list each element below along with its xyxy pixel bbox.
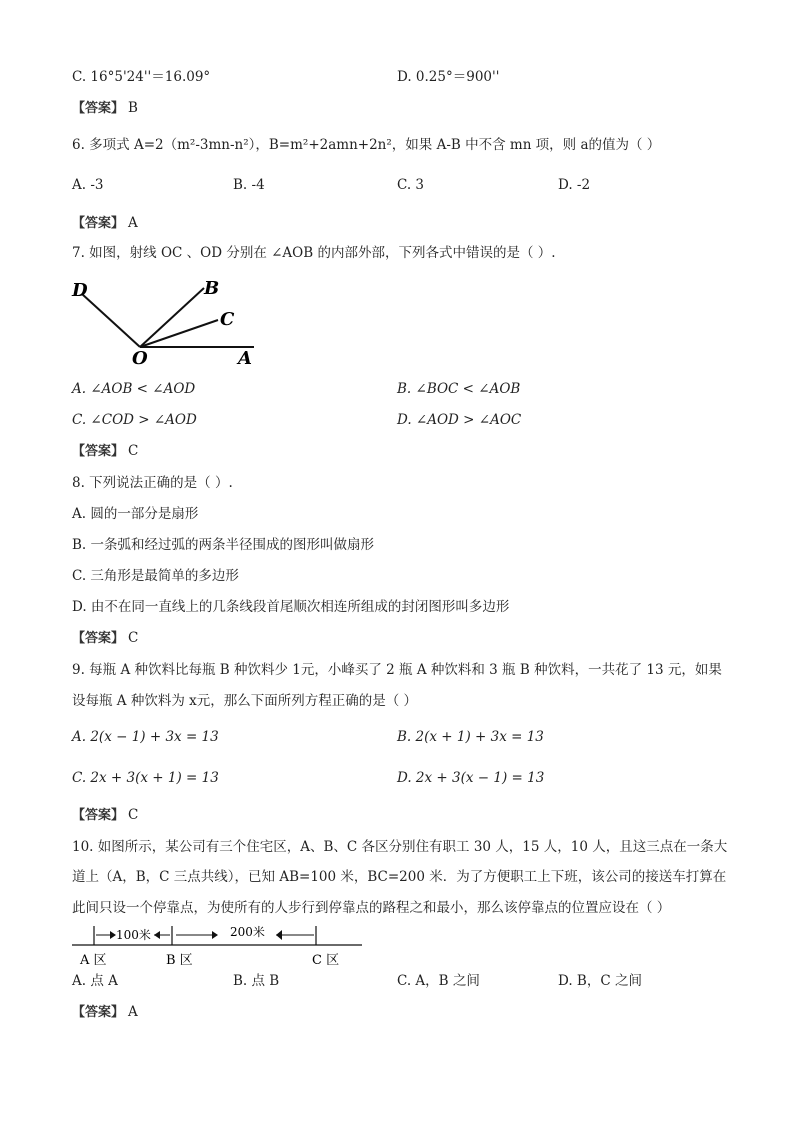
- answer-value: C: [128, 807, 139, 823]
- q5-option-d: D. 0.25°＝900'': [397, 69, 500, 85]
- answer-value: A: [128, 1004, 138, 1020]
- q8-option-a: A. 圆的一部分是扇形: [72, 506, 199, 522]
- q8-option-d: D. 由不在同一直线上的几条线段首尾顺次相连所组成的封闭图形叫多边形: [72, 599, 510, 615]
- arrowhead-ab-right: [154, 931, 160, 939]
- q7-answer: [72, 442, 138, 461]
- answer-tag: 【答案】: [72, 101, 125, 116]
- q7-option-a: A. ∠AOB < ∠AOD: [72, 381, 196, 397]
- q6-option-a: A. -3: [72, 177, 104, 193]
- q10-stem-line-3: 此间只设一个停靠点，为使所有的人步行到停靠点的路程之和最小，那么该停靠点的位置应设在（ ）: [72, 900, 671, 916]
- q10-stem-line-1: 10. 如图所示，某公司有三个住宅区，A、B、C 各区分别住有职工 30 人，15 人，10 人，且这三点在一条大: [72, 839, 728, 855]
- q7-stem: 7. 如图，射线 OC 、OD 分别在 ∠AOB 的内部外部，下列各式中错误的是（ ）.: [72, 245, 556, 261]
- label-zone-b: B 区: [166, 953, 193, 968]
- q9-option-b: B. 2(x + 1) + 3x = 13: [397, 729, 544, 745]
- q8-option-c: C. 三角形是最简单的多边形: [72, 568, 239, 584]
- label-zone-a: A 区: [80, 953, 107, 968]
- q8-answer: [72, 629, 138, 648]
- label-d: D: [72, 280, 88, 301]
- ray-od: [82, 294, 140, 347]
- label-bc: 200米: [230, 925, 265, 939]
- answer-tag: 【答案】: [72, 808, 125, 823]
- q10-option-b: B. 点 B: [233, 973, 280, 989]
- q7-option-b: B. ∠BOC < ∠AOB: [397, 381, 521, 397]
- q6-option-c: C. 3: [397, 177, 425, 193]
- q9-stem-line-1: 9. 每瓶 A 种饮料比每瓶 B 种饮料少 1元，小峰买了 2 瓶 A 种饮料和 3 瓶 B 种饮料，一共花了 13 元，如果: [72, 662, 722, 678]
- q10-option-d: D. B，C 之间: [558, 973, 642, 989]
- answer-tag: 【答案】: [72, 631, 125, 646]
- label-o: O: [132, 348, 148, 368]
- label-ab: 100米: [116, 928, 151, 942]
- label-c: C: [220, 309, 235, 330]
- q10-option-c: C. A，B 之间: [397, 973, 480, 989]
- q5-option-c: C. 16°5'24''＝16.09°: [72, 69, 211, 85]
- label-zone-c: C 区: [312, 953, 340, 968]
- answer-value: C: [128, 630, 139, 646]
- q10-answer: [72, 1003, 138, 1022]
- answer-tag: 【答案】: [72, 216, 125, 231]
- q6-stem: 6. 多项式 A=2（m²-3mn-n²），B=m²+2amn+2n²，如果 A-B 中不含 mn 项，则 a的值为（ ）: [72, 137, 661, 153]
- q8-stem: 8. 下列说法正确的是（ ）.: [72, 475, 233, 491]
- answer-value: A: [128, 215, 138, 231]
- q5-answer: [72, 99, 138, 118]
- q9-option-d: D. 2x + 3(x − 1) = 13: [397, 770, 545, 786]
- answer-tag: 【答案】: [72, 444, 125, 459]
- label-a: A: [238, 348, 252, 368]
- q7-angle-figure: [66, 276, 266, 368]
- ray-ob: [140, 288, 204, 347]
- answer-value: C: [128, 443, 139, 459]
- answer-tag: 【答案】: [72, 1005, 125, 1020]
- q7-option-c: C. ∠COD > ∠AOD: [72, 412, 197, 428]
- arrowhead-bc-left: [212, 931, 218, 939]
- arrowhead-bc-right: [276, 930, 282, 940]
- q6-answer: [72, 214, 138, 233]
- q6-option-b: B. -4: [233, 177, 265, 193]
- answer-value: B: [128, 100, 138, 116]
- q9-answer: [72, 806, 138, 825]
- q8-option-b: B. 一条弧和经过弧的两条半径围成的图形叫做扇形: [72, 537, 375, 553]
- q9-stem-line-2: 设每瓶 A 种饮料为 x元，那么下面所列方程正确的是（ ）: [72, 693, 418, 709]
- q10-road-figure: [66, 922, 376, 970]
- label-b: B: [204, 278, 220, 299]
- q9-option-c: C. 2x + 3(x + 1) = 13: [72, 770, 219, 786]
- q10-stem-line-2: 道上（A，B，C 三点共线），已知 AB=100 米，BC=200 米．为了方便职工上下班，该公司的接送车打算在: [72, 869, 727, 885]
- q9-option-a: A. 2(x − 1) + 3x = 13: [72, 729, 219, 745]
- q6-option-d: D. -2: [558, 177, 591, 193]
- q10-option-a: A. 点 A: [72, 973, 118, 989]
- q7-option-d: D. ∠AOD > ∠AOC: [397, 412, 522, 428]
- ray-oc: [140, 320, 218, 347]
